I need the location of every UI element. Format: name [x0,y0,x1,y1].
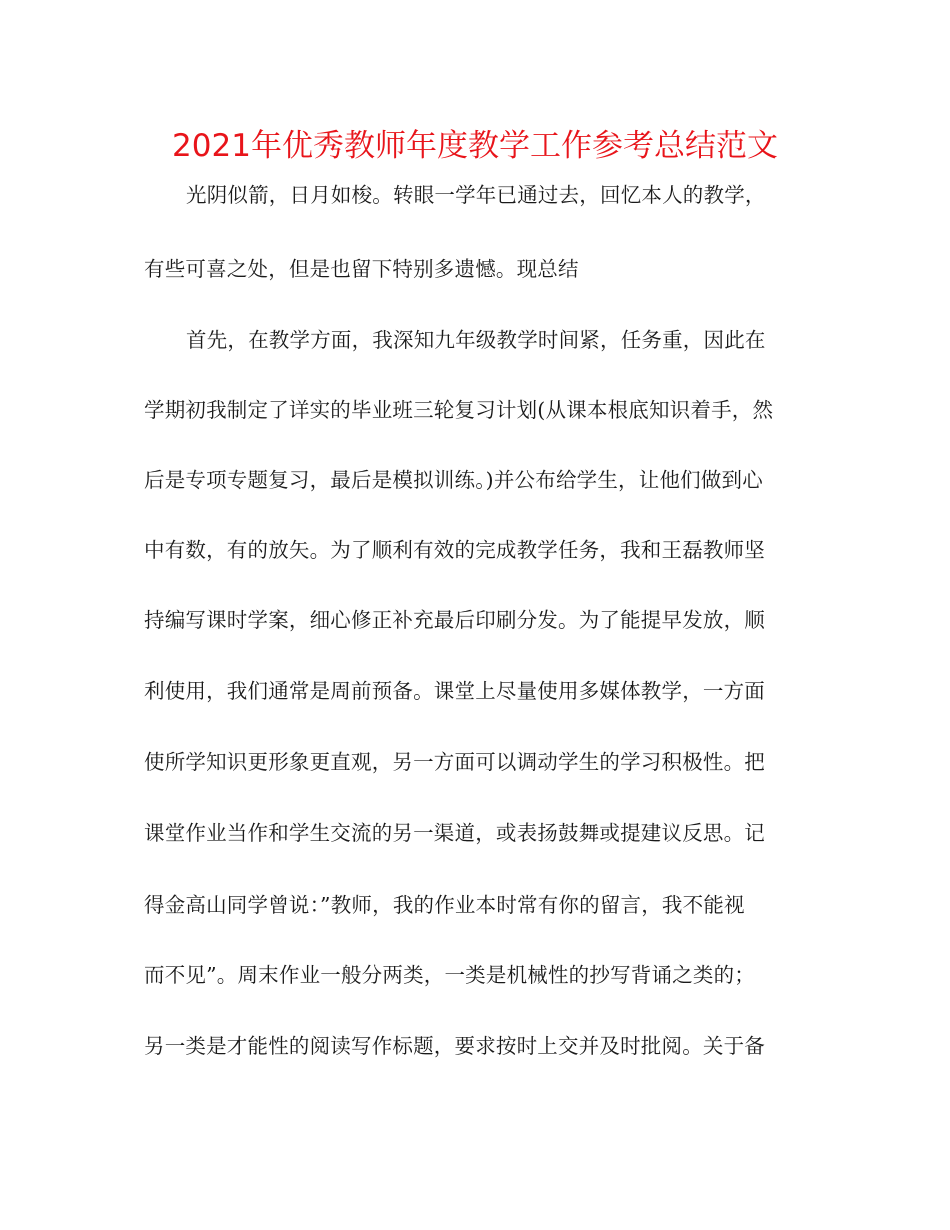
paragraph-line-6: 中有数，有的放矢。为了顺利有效的完成教学任务，我和王磊教师坚 [144,538,765,562]
paragraph-line-3: 首先，在教学方面，我深知九年级教学时间紧，任务重，因此在 [186,328,766,352]
paragraph-line-1: 光阴似箭，日月如梭。转眼一学年已通过去，回忆本人的教学， [186,183,766,207]
paragraph-line-13: 另一类是才能性的阅读写作标题，要求按时上交并及时批阅。关于备 [144,1034,765,1058]
paragraph-line-4: 学期初我制定了详实的毕业班三轮复习计划(从课本根底知识着手，然 [144,398,774,422]
paragraph-line-8: 利使用，我们通常是周前预备。课堂上尽量使用多媒体教学，一方面 [144,679,765,703]
paragraph-line-9: 使所学知识更形象更直观，另一方面可以调动学生的学习积极性。把 [144,750,765,774]
paragraph-line-11: 得金高山同学曾说：”教师，我的作业本时常有你的留言，我不能视 [144,893,745,917]
paragraph-line-10: 课堂作业当作和学生交流的另一渠道，或表扬鼓舞或提建议反思。记 [144,821,765,845]
paragraph-line-12: 而不见”。周末作业一般分两类，一类是机械性的抄写背诵之类的； [144,963,755,987]
paragraph-line-2: 有些可喜之处，但是也留下特别多遗憾。现总结 [144,257,579,281]
paragraph-line-5: 后是专项专题复习，最后是模拟训练。)并公布给学生，让他们做到心 [144,468,763,492]
paragraph-line-7: 持编写课时学案，细心修正补充最后印刷分发。为了能提早发放，顺 [144,608,765,632]
document-title: 2021年优秀教师年度教学工作参考总结范文 [172,128,778,164]
